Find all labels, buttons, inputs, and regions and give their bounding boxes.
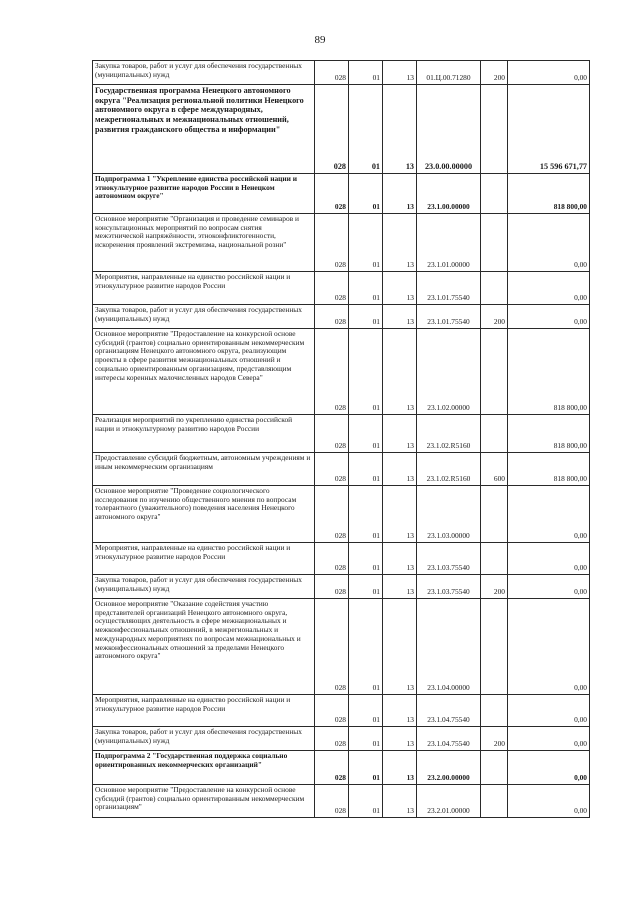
amount: 0,00 (508, 599, 590, 695)
expense-type-code: 600 (481, 453, 508, 486)
expense-type-code (481, 174, 508, 214)
table-row (93, 575, 590, 599)
section-code: 01 (349, 415, 383, 453)
table-row (93, 727, 590, 751)
target-article-code: 23.1.01.75540 (417, 305, 481, 329)
target-article-code: 23.1.03.00000 (417, 486, 481, 543)
expense-type-code (481, 486, 508, 543)
ministry-code: 028 (315, 453, 349, 486)
amount: 0,00 (508, 695, 590, 727)
amount: 0,00 (508, 305, 590, 329)
ministry-code: 028 (315, 486, 349, 543)
table-row (93, 272, 590, 305)
ministry-code: 028 (315, 599, 349, 695)
expense-type-code (481, 329, 508, 415)
table-row (93, 785, 590, 818)
section-code: 01 (349, 751, 383, 785)
subsection-code: 13 (383, 486, 417, 543)
target-article-code: 23.1.02.00000 (417, 329, 481, 415)
subsection-code: 13 (383, 61, 417, 85)
expense-type-code (481, 751, 508, 785)
table-row (93, 61, 590, 85)
target-article-code: 23.1.01.75540 (417, 272, 481, 305)
expense-type-code (481, 543, 508, 575)
expense-type-code (481, 214, 508, 272)
row-name: Предоставление субсидий бюджетным, автономным учреждениям и иным некоммерческим организациям (93, 453, 315, 486)
row-name: Основное мероприятие "Предоставление на конкурсной основе субсидий (грантов) социально ориентированным некоммерческим организациям Ненецкого автономного округа, реализующим проекты в сфере развития межнациональных отношений и социально ориентированным организациям, представляющим интересы коренных малочисленных народов Севера" (93, 329, 315, 415)
section-code: 01 (349, 272, 383, 305)
ministry-code: 028 (315, 305, 349, 329)
section-code: 01 (349, 214, 383, 272)
amount: 818 800,00 (508, 174, 590, 214)
row-name: Основное мероприятие "Организация и проведение семинаров и консультационных мероприятий по вопросам снятия межэтнической напряжённости, этноконфликтогенности, искоренения проявлений экстремизма, национальной розни" (93, 214, 315, 272)
budget-table (92, 60, 590, 818)
section-code: 01 (349, 575, 383, 599)
expense-type-code (481, 85, 508, 174)
section-code: 01 (349, 785, 383, 818)
amount: 0,00 (508, 727, 590, 751)
target-article-code: 23.1.03.75540 (417, 543, 481, 575)
row-name: Реализация мероприятий по укреплению единства российской нации и этнокультурному развитию народов России (93, 415, 315, 453)
table-row (93, 329, 590, 415)
table-row (93, 543, 590, 575)
section-code: 01 (349, 305, 383, 329)
subsection-code: 13 (383, 751, 417, 785)
row-name: Подпрограмма 1 "Укрепление единства российской нации и этнокультурное развитие народов России в Ненецком автономном округе" (93, 174, 315, 214)
row-name: Мероприятия, направленные на единство российской нации и этнокультурное развитие народов России (93, 695, 315, 727)
ministry-code: 028 (315, 85, 349, 174)
subsection-code: 13 (383, 543, 417, 575)
target-article-code: 23.1.04.00000 (417, 599, 481, 695)
ministry-code: 028 (315, 61, 349, 85)
table-row (93, 453, 590, 486)
ministry-code: 028 (315, 174, 349, 214)
amount: 0,00 (508, 486, 590, 543)
section-code: 01 (349, 486, 383, 543)
subsection-code: 13 (383, 214, 417, 272)
section-code: 01 (349, 329, 383, 415)
amount: 818 800,00 (508, 453, 590, 486)
expense-type-code (481, 695, 508, 727)
subsection-code: 13 (383, 415, 417, 453)
subsection-code: 13 (383, 329, 417, 415)
ministry-code: 028 (315, 214, 349, 272)
expense-type-code (481, 415, 508, 453)
ministry-code: 028 (315, 272, 349, 305)
target-article-code: 01.Ц.00.71280 (417, 61, 481, 85)
ministry-code: 028 (315, 785, 349, 818)
target-article-code: 23.1.03.75540 (417, 575, 481, 599)
target-article-code: 23.1.02.R5160 (417, 453, 481, 486)
subsection-code: 13 (383, 85, 417, 174)
target-article-code: 23.1.04.75540 (417, 727, 481, 751)
subsection-code: 13 (383, 599, 417, 695)
table-row (93, 599, 590, 695)
expense-type-code: 200 (481, 727, 508, 751)
target-article-code: 23.2.01.00000 (417, 785, 481, 818)
amount: 0,00 (508, 61, 590, 85)
row-name: Закупка товаров, работ и услуг для обеспечения государственных (муниципальных) нужд (93, 61, 315, 85)
row-name: Основное мероприятие "Проведение социологического исследования по изучению общественного мнения по вопросам толерантного (уважительного) поведения населения Ненецкого автономного округа" (93, 486, 315, 543)
target-article-code: 23.1.02.R5160 (417, 415, 481, 453)
target-article-code: 23.0.00.00000 (417, 85, 481, 174)
row-name: Мероприятия, направленные на единство российской нации и этнокультурное развитие народов России (93, 543, 315, 575)
subsection-code: 13 (383, 453, 417, 486)
table-row (93, 174, 590, 214)
ministry-code: 028 (315, 415, 349, 453)
section-code: 01 (349, 599, 383, 695)
subsection-code: 13 (383, 305, 417, 329)
section-code: 01 (349, 695, 383, 727)
amount: 0,00 (508, 575, 590, 599)
table-row (93, 751, 590, 785)
section-code: 01 (349, 453, 383, 486)
ministry-code: 028 (315, 695, 349, 727)
amount: 818 800,00 (508, 329, 590, 415)
target-article-code: 23.1.04.75540 (417, 695, 481, 727)
expense-type-code: 200 (481, 61, 508, 85)
row-name: Закупка товаров, работ и услуг для обеспечения государственных (муниципальных) нужд (93, 727, 315, 751)
table-row (93, 486, 590, 543)
expense-type-code (481, 785, 508, 818)
target-article-code: 23.2.00.00000 (417, 751, 481, 785)
expense-type-code: 200 (481, 575, 508, 599)
subsection-code: 13 (383, 272, 417, 305)
section-code: 01 (349, 174, 383, 214)
section-code: 01 (349, 727, 383, 751)
table-row (93, 85, 590, 174)
table-row (93, 305, 590, 329)
subsection-code: 13 (383, 785, 417, 818)
page-number: 89 (314, 34, 326, 46)
table-row (93, 415, 590, 453)
section-code: 01 (349, 543, 383, 575)
target-article-code: 23.1.01.00000 (417, 214, 481, 272)
section-code: 01 (349, 61, 383, 85)
target-article-code: 23.1.00.00000 (417, 174, 481, 214)
amount: 818 800,00 (508, 415, 590, 453)
ministry-code: 028 (315, 727, 349, 751)
amount: 0,00 (508, 272, 590, 305)
section-code: 01 (349, 85, 383, 174)
amount: 0,00 (508, 543, 590, 575)
amount: 0,00 (508, 751, 590, 785)
ministry-code: 028 (315, 329, 349, 415)
row-name: Основное мероприятие "Оказание содействия участию представителей организаций Ненецкого автономного округа, осуществляющих деятельность в сфере межнациональных и межконфессиональных отношений, в межрегиональных и международных мероприятиях по вопросам межнациональных и межконфессиональных отношений за пределами Ненецкого автономного округа" (93, 599, 315, 695)
subsection-code: 13 (383, 575, 417, 599)
subsection-code: 13 (383, 174, 417, 214)
row-name: Мероприятия, направленные на единство российской нации и этнокультурное развитие народов России (93, 272, 315, 305)
ministry-code: 028 (315, 543, 349, 575)
table-row (93, 695, 590, 727)
ministry-code: 028 (315, 575, 349, 599)
row-name: Основное мероприятие "Предоставление на конкурсной основе субсидий (грантов) социально ориентированным некоммерческим организациям" (93, 785, 315, 818)
row-name: Подпрограмма 2 "Государственная поддержка социально ориентированных некоммерческих организаций" (93, 751, 315, 785)
expense-type-code (481, 272, 508, 305)
row-name: Закупка товаров, работ и услуг для обеспечения государственных (муниципальных) нужд (93, 575, 315, 599)
table-row (93, 214, 590, 272)
amount: 15 596 671,77 (508, 85, 590, 174)
row-name: Государственная программа Ненецкого автономного округа "Реализация региональной политики Ненецкого автономного округа в сфере международных, межрегиональных и межнациональных отношений, развития гражданского общества и информации" (93, 85, 315, 174)
amount: 0,00 (508, 214, 590, 272)
subsection-code: 13 (383, 727, 417, 751)
subsection-code: 13 (383, 695, 417, 727)
amount: 0,00 (508, 785, 590, 818)
expense-type-code: 200 (481, 305, 508, 329)
row-name: Закупка товаров, работ и услуг для обеспечения государственных (муниципальных) нужд (93, 305, 315, 329)
expense-type-code (481, 599, 508, 695)
ministry-code: 028 (315, 751, 349, 785)
